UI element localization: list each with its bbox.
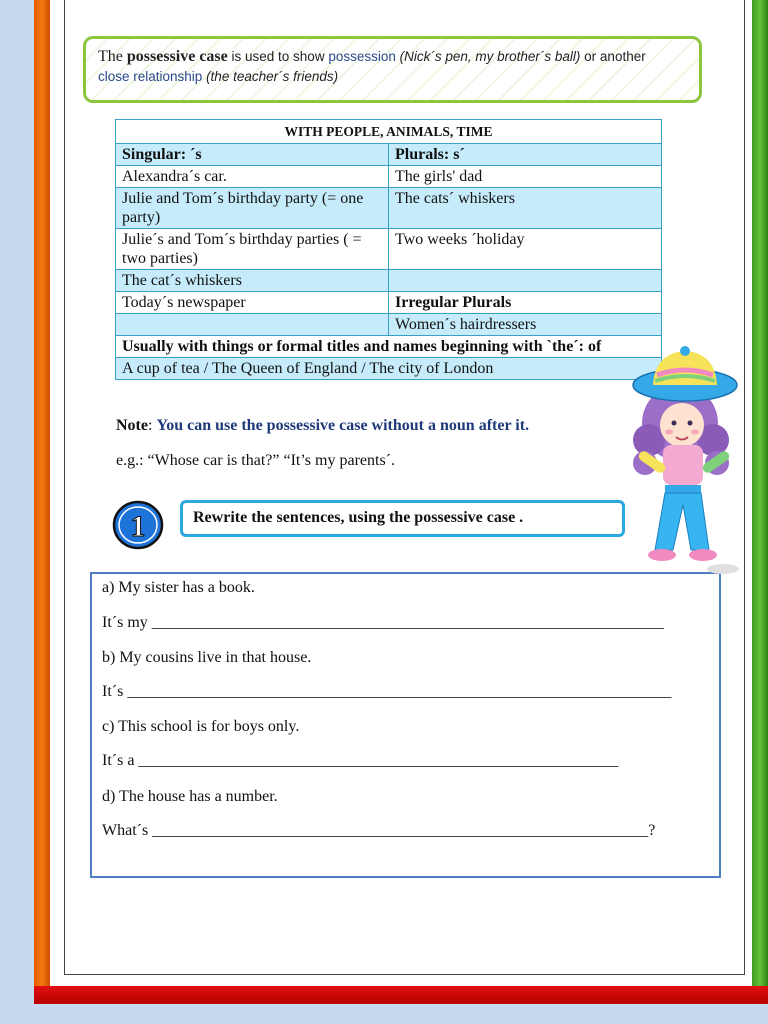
definition-possession: possession <box>328 49 396 64</box>
bottom-decorative-border <box>34 986 768 1004</box>
table-row <box>116 166 662 188</box>
exercise-sentence-d: d) The house has a number. <box>102 788 278 805</box>
definition-examples-1: (Nick´s pen, my brother´s ball) <box>395 49 581 64</box>
exercise-sentence-b: b) My cousins live in that house. <box>102 649 312 666</box>
table-row <box>116 292 662 314</box>
exercise-sentence-a: a) My sister has a book. <box>102 579 255 596</box>
example-sentence: e.g.: “Whose car is that?” “It’s my parents´. <box>116 452 395 469</box>
table-cell: Two weeks ´holiday <box>389 229 662 270</box>
table-cell <box>389 270 662 292</box>
note-label: Note <box>116 417 148 434</box>
exercise-answer-d[interactable]: What´s ______________________________________________________________? <box>102 822 656 839</box>
exercise-answer-c[interactable]: It´s a ____________________________________________________________ <box>102 752 619 769</box>
left-decorative-border <box>34 0 50 1004</box>
table-cell: Women´s hairdressers <box>389 314 662 336</box>
irregular-plurals-title: Irregular Plurals <box>389 292 662 314</box>
definition-examples-2: (the teacher´s friends) <box>202 69 339 84</box>
exercise-number-badge <box>112 500 164 550</box>
exercise-answer-a[interactable]: It´s my ________________________________________________________________ <box>102 614 664 631</box>
note-separator: : <box>147 417 157 434</box>
table-row <box>116 270 662 292</box>
table-title-row <box>116 144 662 166</box>
exercise-instruction: Rewrite the sentences, using the possessive case . <box>180 500 625 537</box>
table-cell: The cats´ whiskers <box>389 188 662 229</box>
table-cell: Today´s newspaper <box>116 292 389 314</box>
table-row <box>116 314 662 336</box>
definition-box <box>83 36 702 103</box>
definition-close-relationship: close relationship <box>98 69 203 84</box>
table-row <box>116 358 662 380</box>
table-cell <box>116 314 389 336</box>
right-decorative-border <box>752 0 768 1004</box>
table-row <box>116 229 662 270</box>
table-cell: Julie´s and Tom´s birthday parties ( = two parties) <box>116 229 389 270</box>
things-rule: Usually with things or formal titles and names beginning with `the´: of <box>116 336 662 358</box>
table-cell: The girls' dad <box>389 166 662 188</box>
table-cell: Julie and Tom´s birthday party (= one party) <box>116 188 389 229</box>
exercise-number: 1 <box>130 510 146 543</box>
plurals-title: Plurals: s´ <box>389 144 662 166</box>
definition-the: The <box>98 48 127 65</box>
things-examples: A cup of tea / The Queen of England / The city of London <box>116 358 662 380</box>
exercise-box <box>90 572 721 878</box>
grammar-table <box>115 119 662 380</box>
table-header: WITH PEOPLE, ANIMALS, TIME <box>116 120 662 144</box>
table-row <box>116 188 662 229</box>
table-cell: The cat´s whiskers <box>116 270 389 292</box>
definition-term: possessive case <box>126 48 228 65</box>
singular-title: Singular: ´s <box>116 144 389 166</box>
table-row <box>116 336 662 358</box>
table-header-row <box>116 120 662 144</box>
girl-illustration <box>625 345 745 575</box>
exercise-sentence-c: c) This school is for boys only. <box>102 718 300 735</box>
note-text: You can use the possessive case without a noun after it. <box>156 417 530 434</box>
exercise-answer-b[interactable]: It´s ____________________________________________________________________ <box>102 683 672 700</box>
definition-text-2: or another <box>580 49 646 64</box>
definition-text-1: is used to show <box>227 49 329 64</box>
note <box>116 417 529 435</box>
table-cell: Alexandra´s car. <box>116 166 389 188</box>
